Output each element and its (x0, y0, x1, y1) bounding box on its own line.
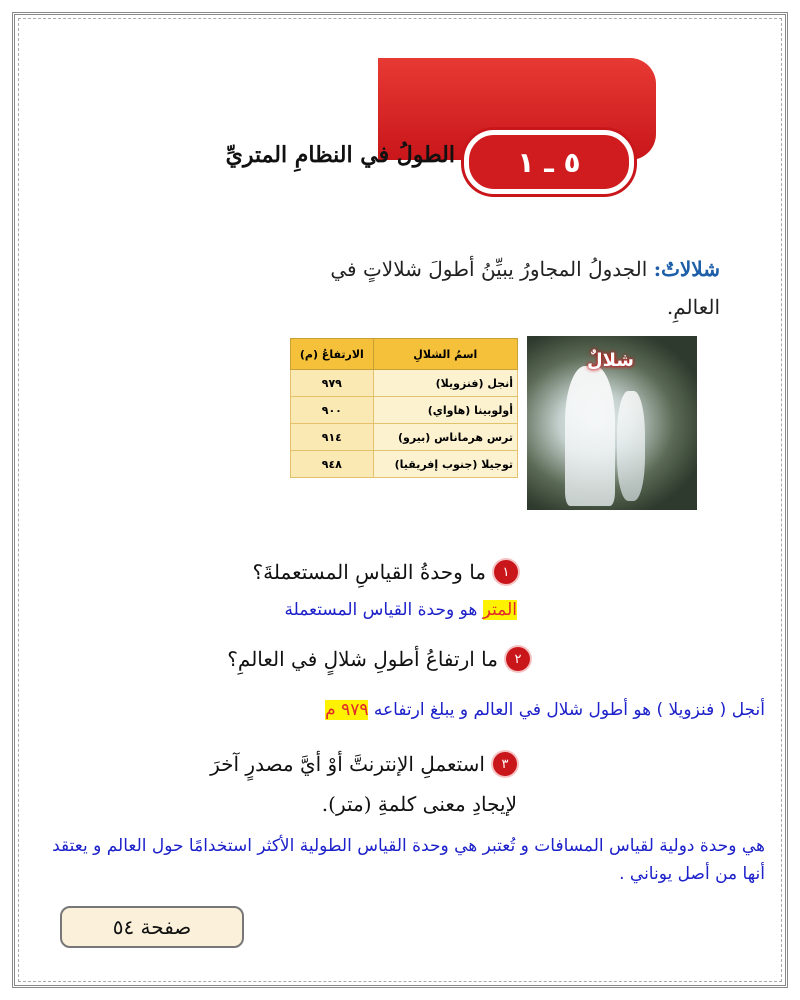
table-row (291, 370, 518, 397)
intro-heading: شلالاتٌ: (653, 257, 720, 281)
question-text: لإيجادِ معنى كلمةِ (متر). (321, 792, 517, 816)
question-number-icon: ٣ (493, 752, 517, 776)
waterfall-height: ٩٤٨ (291, 451, 374, 478)
waterfall-height: ٩٧٩ (291, 370, 374, 397)
table-row (291, 397, 518, 424)
table-row (291, 424, 518, 451)
answer-text: أنجل ( فنزويلا ) هو أطول شلال في العالم و يبلغ ارتفاعه (373, 700, 765, 720)
waterfall-photo (527, 336, 697, 510)
waterfall-stream (565, 366, 615, 506)
question-number-icon: ٢ (506, 647, 530, 671)
column-header-height: الارتفاعُ (م) (291, 339, 374, 370)
page-number-box: صفحة ٥٤ (60, 906, 244, 948)
answer-text: هو وحدة القياس المستعملة (284, 600, 478, 620)
intro-text: الجدولُ المجاورُ يبيِّنُ أطولَ شلالاتٍ في العالمِ. (330, 257, 720, 319)
waterfall-name: أولوبينا (هاواي) (373, 397, 517, 424)
waterfall-height: ٩٠٠ (291, 397, 374, 424)
answer-1 (284, 600, 517, 620)
column-header-name: اسمُ الشلالِ (373, 339, 517, 370)
table-row (291, 451, 518, 478)
question-1 (253, 560, 518, 584)
lesson-title: الطولُ في النظامِ المتريِّ (225, 142, 455, 168)
waterfall-name: ترس هرماناس (بيرو) (373, 424, 517, 451)
waterfall-stream (617, 391, 645, 501)
answer-highlight: المتر (482, 600, 517, 620)
table-header-row (291, 339, 518, 370)
answer-highlight: ٩٧٩ م (325, 700, 369, 720)
waterfall-name: أنجل (فنزويلا) (373, 370, 517, 397)
question-3 (210, 752, 517, 776)
question-text: ما وحدةُ القياسِ المستعملةَ؟ (252, 560, 486, 584)
question-number-icon: ١ (494, 560, 518, 584)
question-text: استعملِ الإنترنتَّ أوْ أيَّ مصدرٍ آخرَ (210, 752, 485, 776)
waterfalls-table (290, 338, 518, 478)
answer-3: هي وحدة دولية لقياس المسافات و تُعتبر هي وحدة القياس الطولية الأكثر استخدامًا حول العالم و يعتقد أنها من أصل يوناني . (52, 836, 765, 884)
photo-label: شلالٌ (587, 350, 634, 371)
question-text: ما ارتفاعُ أطولِ شلالٍ في العالمِ؟ (227, 647, 498, 671)
lesson-number: ٥ ـ ١ (464, 130, 634, 194)
question-3-line-2 (322, 792, 517, 816)
intro-paragraph (300, 250, 720, 326)
question-2 (227, 647, 530, 671)
waterfall-height: ٩١٤ (291, 424, 374, 451)
waterfall-name: توجيلا (جنوب إفريقيا) (373, 451, 517, 478)
answer-2 (325, 700, 765, 720)
